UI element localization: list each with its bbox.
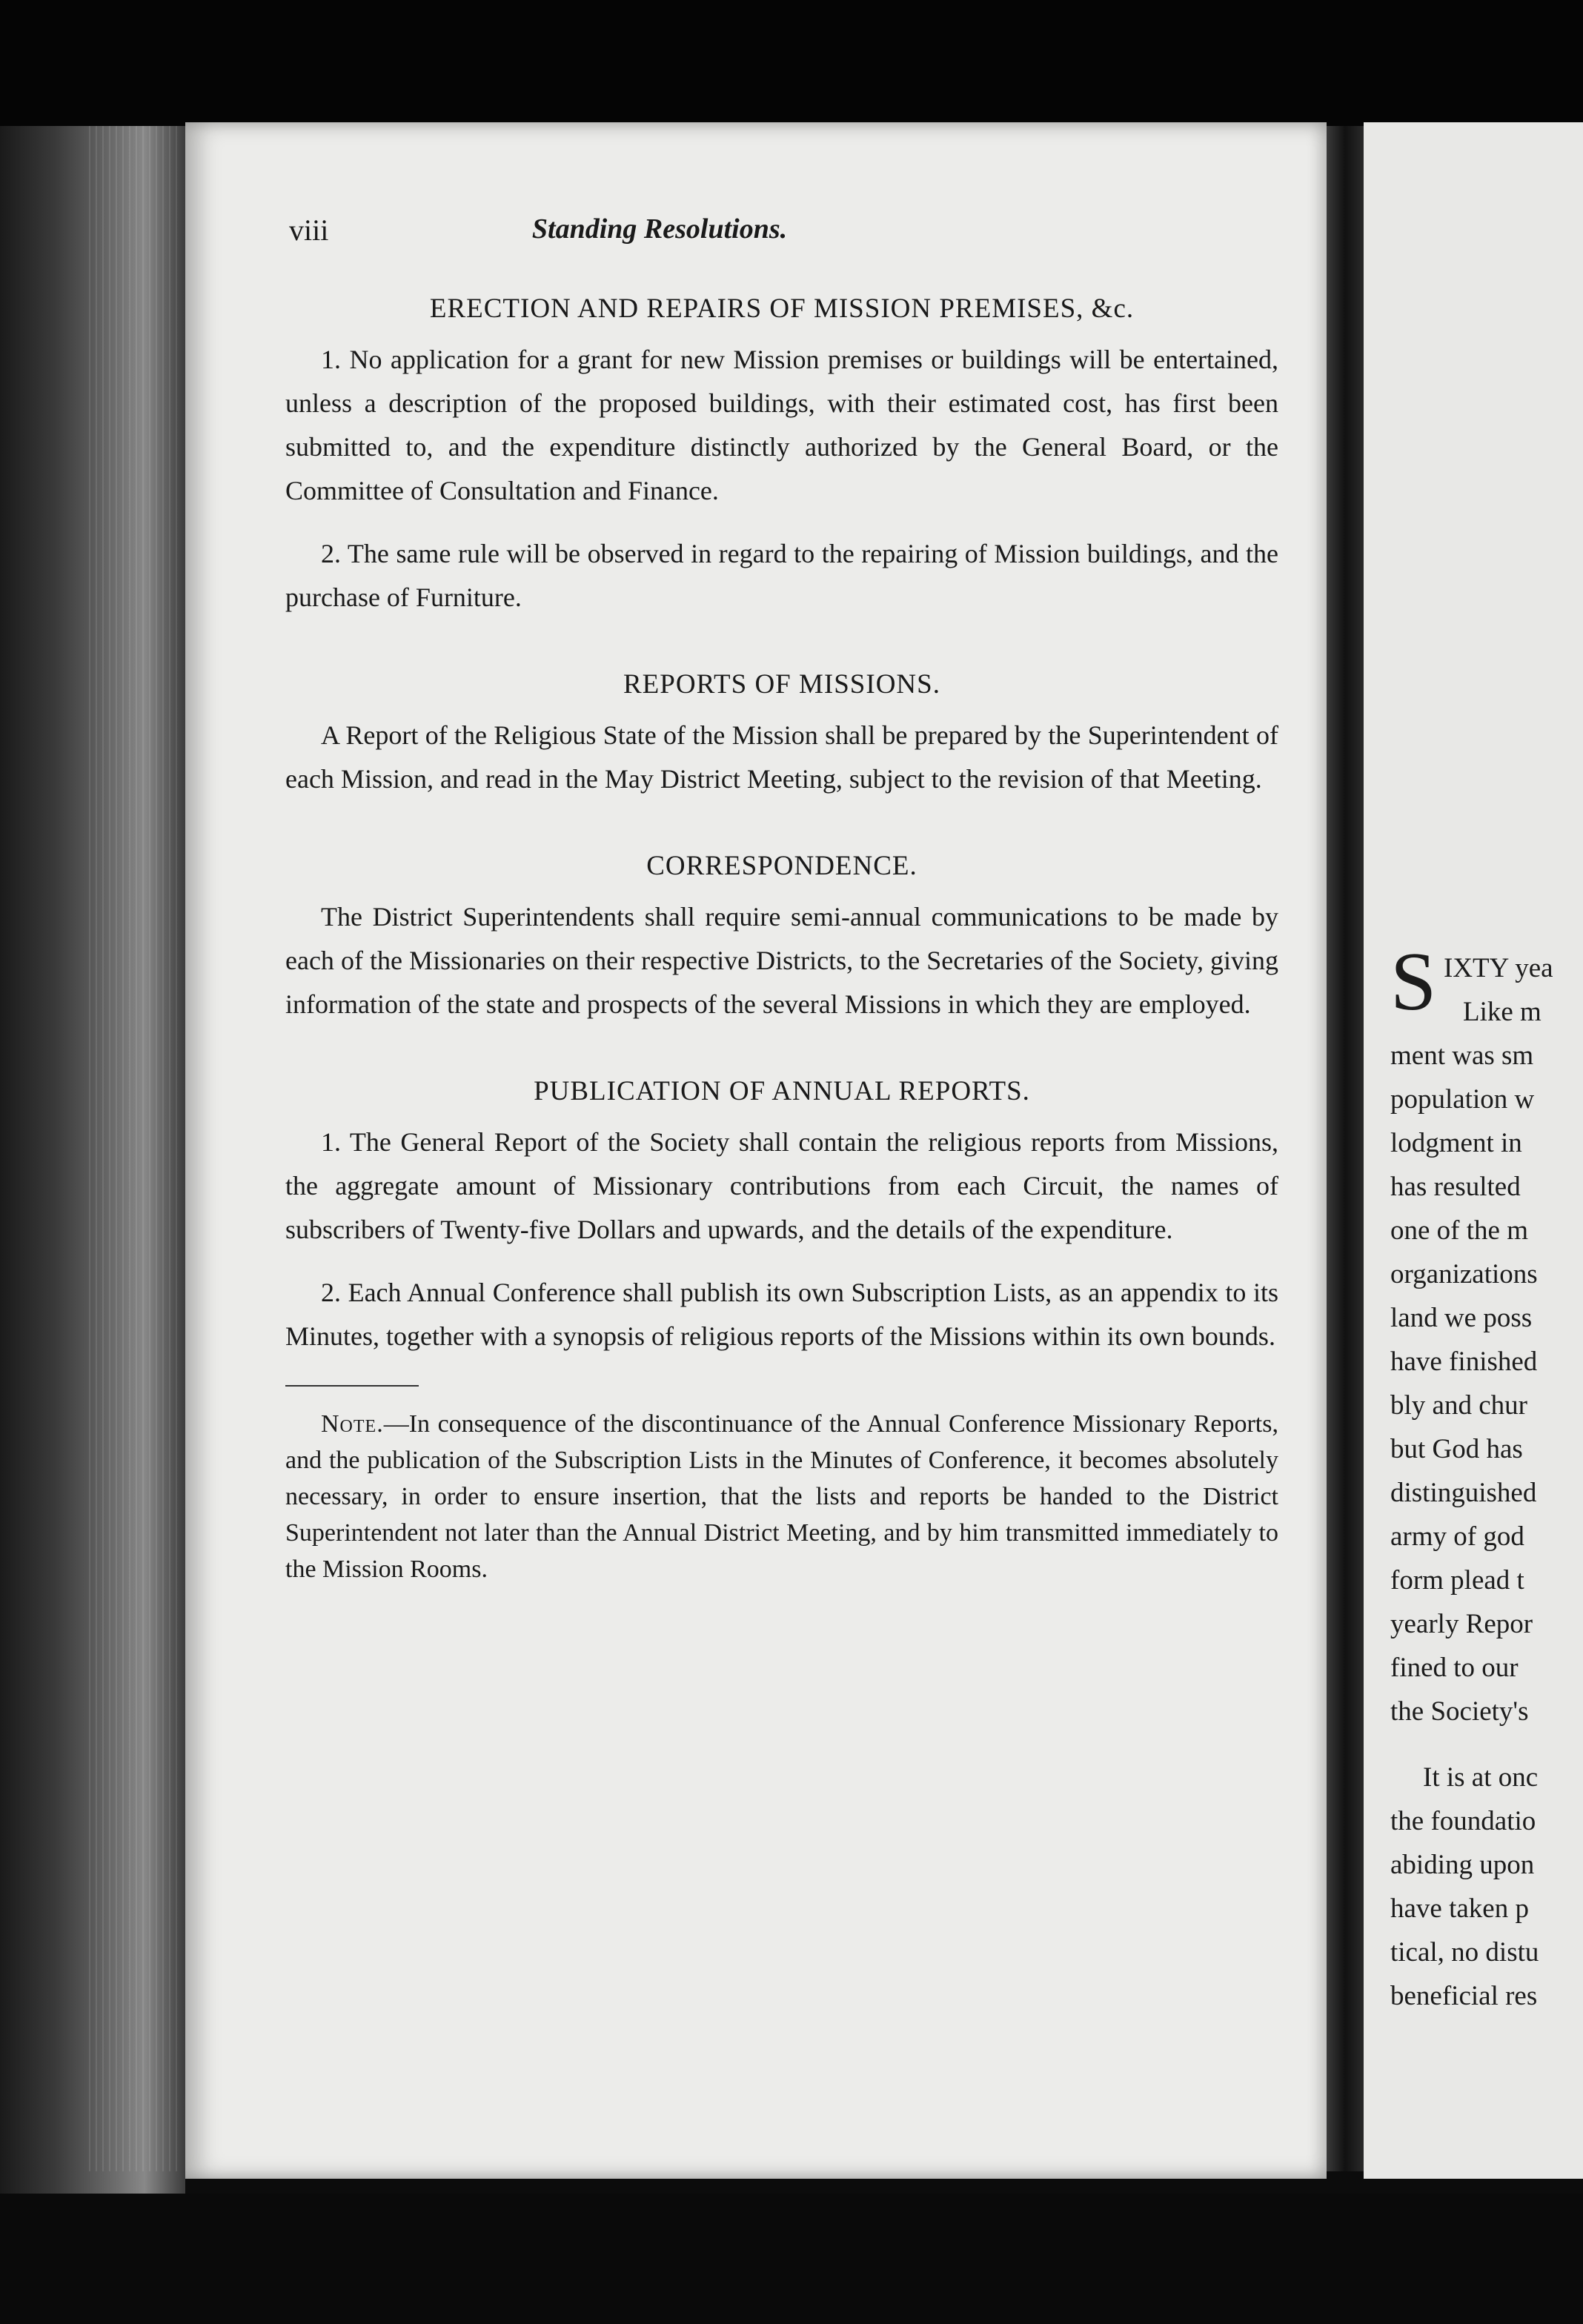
text-line: population w [1390, 1084, 1535, 1115]
text-line: land we poss [1390, 1303, 1533, 1333]
note-lead: Note. [321, 1410, 384, 1438]
text-line: lodgment in [1390, 1128, 1522, 1158]
running-title: Standing Resolutions. [531, 213, 788, 245]
text-line: Like m [1463, 997, 1541, 1027]
scan-top-border [0, 0, 1583, 126]
note-text: —In consequence of the discontinuance of the Annual Conference Missionary Reports, and the publication of the Subscription Lists in the Minutes of Conference, it becomes absolutely necessary, in order to ensure insertion, that the lists and reports be handed to the District Superintendent not later than the Annual District Meeting, and by him transmitted immediately to the Mission Rooms. [285, 1410, 1278, 1583]
text-line: the Society's [1390, 1696, 1529, 1727]
note-divider [285, 1385, 419, 1387]
text-line: has resulted [1390, 1172, 1521, 1202]
paragraph: 1. No application for a grant for new Mission premises or buildings will be entertained, unless a description of the proposed buildings, with their estimated cost, has first been submitted to, and the expenditure distinctly authorized by the General Board, or the Committee of Consultation and Finance. [285, 345, 1278, 505]
paragraph: 2. The same rule will be observed in regard to the repairing of Mission buildings, and the purchase of Furniture. [285, 539, 1278, 612]
text-line: but God has [1390, 1434, 1523, 1464]
text-line: organizations [1390, 1259, 1538, 1289]
text-line: It is at onc [1423, 1762, 1539, 1793]
left-page [185, 122, 1327, 2179]
section-heading: REPORTS OF MISSIONS. [623, 669, 940, 700]
section-erection-repairs [285, 293, 1460, 620]
text-line: one of the m [1390, 1215, 1528, 1246]
paragraph: 1. The General Report of the Society shall contain the religious reports from Missions, the aggregate amount of Missionary contributions from each Circuit, the names of subscribers of Twenty-five Dollars and upwards, and the details of the expenditure. [285, 1127, 1278, 1244]
paragraph: The District Superintendents shall require semi-annual communications to be made by each of the Missionaries on their respective Districts, to the Secretaries of the Society, giving information of the state and prospects of the several Missions in which they are employed. [285, 902, 1278, 1019]
text-line: have taken p [1390, 1893, 1529, 1924]
first-line: IXTY yea [1444, 953, 1553, 983]
text-line: tical, no distu [1390, 1937, 1539, 1968]
text-line: army of god [1390, 1521, 1524, 1552]
section-heading: PUBLICATION OF ANNUAL REPORTS. [534, 1076, 1030, 1106]
page-content [285, 293, 1460, 1587]
page-number: viii [289, 213, 329, 247]
text-line: the foundatio [1390, 1806, 1536, 1836]
footnote [285, 1406, 1278, 1587]
text-line: beneficial res [1390, 1981, 1538, 2011]
page-edge-lines [89, 126, 178, 2171]
text-line: abiding upon [1390, 1850, 1535, 1880]
scan-bottom-border [0, 2194, 1583, 2324]
running-head [289, 213, 1178, 257]
section-correspondence [285, 850, 1460, 1026]
section-reports-of-missions [285, 668, 1460, 801]
dropcap: S [1390, 936, 1437, 1028]
right-page-text [1390, 936, 1583, 2018]
text-line: bly and chur [1390, 1390, 1527, 1421]
text-line: yearly Repor [1390, 1609, 1533, 1639]
right-page-cropped [1364, 122, 1583, 2179]
paragraph: 2. Each Annual Conference shall publish its own Subscription Lists, as an appendix to its Minutes, together with a synopsis of religious reports of the Missions within its own bounds. [285, 1278, 1278, 1351]
section-publication-annual-reports [285, 1075, 1460, 1358]
section-heading: ERECTION AND REPAIRS OF MISSION PREMISES, &c. [429, 293, 1135, 324]
paragraph: A Report of the Religious State of the Mission shall be prepared by the Superintendent of each Mission, and read in the May District Meeting, subject to the revision of that Meeting. [285, 720, 1278, 794]
text-line: fined to our [1390, 1653, 1519, 1683]
section-heading: CORRESPONDENCE. [646, 851, 917, 881]
text-line: distinguished [1390, 1478, 1537, 1508]
text-line: have finished [1390, 1347, 1538, 1377]
text-line: ment was sm [1390, 1040, 1534, 1071]
text-line: form plead t [1390, 1565, 1524, 1596]
